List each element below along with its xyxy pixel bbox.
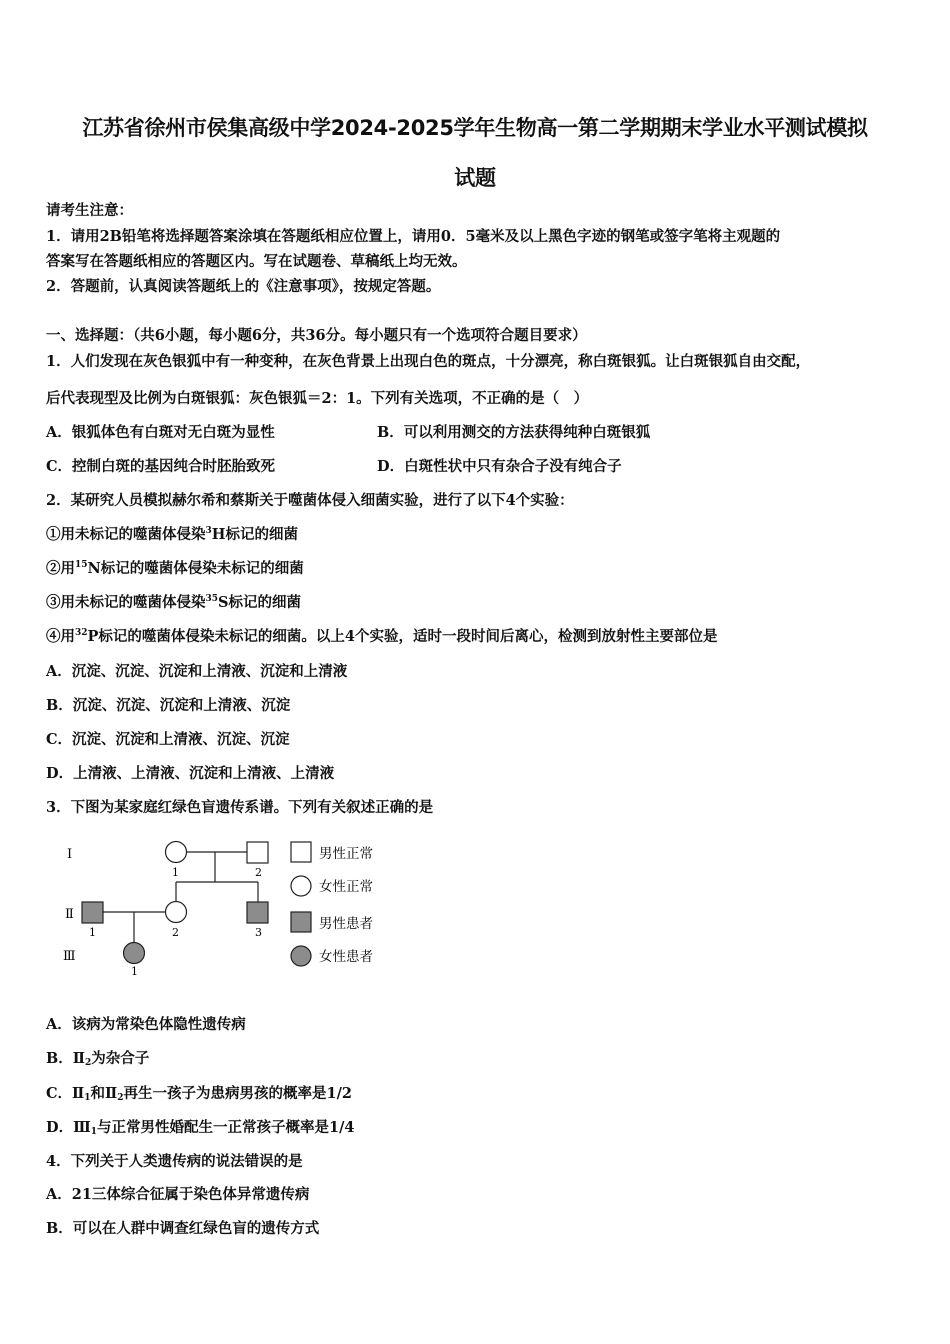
q3-stem: 3．下图为某家庭红绿色盲遗传系谱。下列有关叙述正确的是 <box>46 799 434 816</box>
notice-item1-line2: 答案写在答题纸相应的答题区内。写在试题卷、草稿纸上均无效。 <box>46 253 467 270</box>
legend-female-normal-label: 女性正常 <box>319 879 373 895</box>
legend-male-normal-label: 男性正常 <box>319 846 373 862</box>
pedigree-male-affected-II1 <box>82 902 103 923</box>
pedigree-female-normal-I1 <box>166 842 187 863</box>
q1-stem-line2: 后代表现型及比例为白斑银狐：灰色银狐＝2：1。下列有关选项，不正确的是（ ） <box>46 390 589 407</box>
exam-title-line1: 江苏省徐州市侯集高级中学2024-2025学年生物高一第二学期期末学业水平测试模拟 <box>82 116 868 140</box>
legend-male-affected-symbol <box>291 912 311 932</box>
num-I2: 2 <box>255 866 262 879</box>
notice-heading: 请考生注意： <box>46 202 133 219</box>
num-II1: 1 <box>89 926 96 939</box>
q2-option-a: A．沉淀、沉淀、沉淀和上清液、沉淀和上清液 <box>46 663 348 680</box>
q2-option-b: B．沉淀、沉淀、沉淀和上清液、沉淀 <box>46 697 291 714</box>
legend-male-normal-symbol <box>291 842 311 862</box>
q2-option-c: C．沉淀、沉淀和上清液、沉淀、沉淀 <box>46 731 290 748</box>
q2-experiment-2: ②用$^{15}$N标记的噬菌体侵染未标记的细菌 <box>46 560 304 577</box>
pedigree-female-affected-III1 <box>124 943 145 964</box>
notice-item2: 2．答题前，认真阅读答题纸上的《注意事项》，按规定答题。 <box>46 278 441 295</box>
num-III1: 1 <box>131 965 138 978</box>
section1-heading: 一、选择题：（共6小题，每小题6分，共36分。每小题只有一个选项符合题目要求） <box>46 327 587 344</box>
q1-option-a: A．银狐体色有白斑对无白斑为显性 <box>46 424 275 441</box>
q3-option-c: C．$Ⅱ_1$和$Ⅱ_2$再生一孩子为患病男孩的概率是1/2 <box>46 1085 353 1103</box>
q1-option-b: B．可以利用测交的方法获得纯种白斑银狐 <box>377 424 651 441</box>
exam-title-line2: 试题 <box>454 166 496 190</box>
q4-option-a: A．21三体综合征属于染色体异常遗传病 <box>46 1186 310 1203</box>
q2-experiment-1: ①用未标记的噬菌体侵染$^3$H标记的细菌 <box>46 526 298 543</box>
q1-option-d: D．白斑性状中只有杂合子没有纯合子 <box>377 458 622 475</box>
q4-option-b: B．可以在人群中调查红绿色盲的遗传方式 <box>46 1220 320 1237</box>
q2-experiment-4: ④用$^{32}$P标记的噬菌体侵染未标记的细菌。以上4个实验，适时一段时间后离心，检测到放射性主要部位是 <box>46 628 718 645</box>
num-II3: 3 <box>255 926 262 939</box>
gen-label-3: Ⅲ <box>63 949 76 964</box>
q2-stem: 2．某研究人员模拟赫尔希和蔡斯关于噬菌体侵入细菌实验，进行了以下4个实验： <box>46 492 574 509</box>
q1-option-c: C．控制白斑的基因纯合时胚胎致死 <box>46 458 276 475</box>
q3-option-b: B．$Ⅱ_2$为杂合子 <box>46 1050 150 1068</box>
legend-female-affected-symbol <box>291 946 311 966</box>
gen-label-1: Ⅰ <box>67 847 73 862</box>
notice-item1-line1: 1．请用2B铅笔将选择题答案涂填在答题纸相应位置上，请用0．5毫米及以上黑色字迹的钢笔或签字笔将主观题的 <box>46 228 781 245</box>
legend-female-affected-label: 女性患者 <box>319 949 373 965</box>
q3-option-d: D．$Ⅲ_1$与正常男性婚配生一正常孩子概率是1/4 <box>46 1119 355 1137</box>
q4-stem: 4．下列关于人类遗传病的说法错误的是 <box>46 1153 303 1170</box>
legend-female-normal-symbol <box>291 876 311 896</box>
q2-option-d: D．上清液、上清液、沉淀和上清液、上清液 <box>46 765 335 782</box>
num-II2: 2 <box>172 926 179 939</box>
pedigree-male-affected-II3 <box>247 902 268 923</box>
pedigree-diagram <box>55 835 400 985</box>
legend-male-affected-label: 男性患者 <box>319 916 373 932</box>
pedigree-male-normal-I2 <box>247 842 268 863</box>
num-I1: 1 <box>172 866 179 879</box>
q1-stem-line1: 1．人们发现在灰色银狐中有一种变种，在灰色背景上出现白色的斑点，十分漂亮，称白斑银狐。让白斑银狐自由交配， <box>46 353 811 370</box>
gen-label-2: Ⅱ <box>65 907 74 922</box>
q3-option-a: A．该病为常染色体隐性遗传病 <box>46 1016 246 1033</box>
pedigree-female-normal-II2 <box>166 902 187 923</box>
q2-experiment-3: ③用未标记的噬菌体侵染$^{35}$S标记的细菌 <box>46 594 302 611</box>
